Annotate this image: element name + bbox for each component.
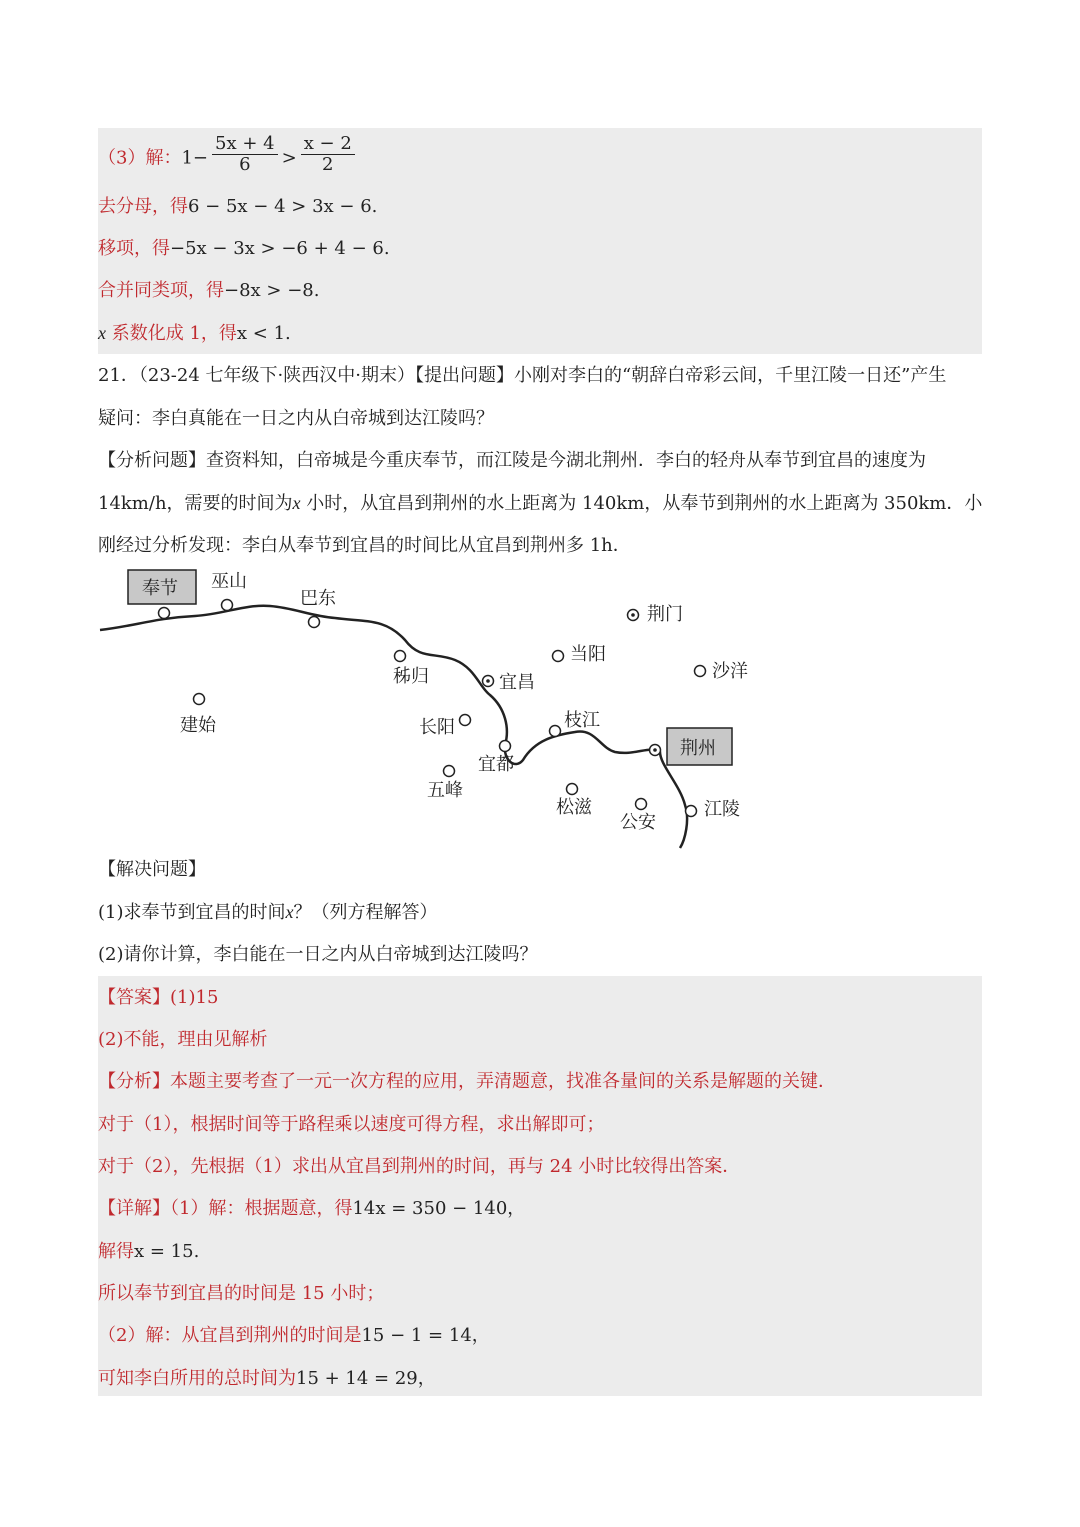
label-songzi: 松滋 xyxy=(556,797,592,818)
part3-step4 xyxy=(98,321,291,346)
step2-text: 移项，得 xyxy=(98,238,170,259)
marker-yichang-dot xyxy=(486,679,490,683)
period: . xyxy=(285,323,291,344)
marker-jingmen-dot xyxy=(631,613,635,617)
sub-question-1 xyxy=(98,900,438,925)
comma: ， xyxy=(471,1325,490,1346)
ineq-lhs: 1− xyxy=(181,147,208,169)
river-map xyxy=(95,560,795,860)
label-gongan: 公安 xyxy=(620,812,656,833)
detail-4-equation: 15 − 1 = 14 xyxy=(361,1325,472,1346)
q21-line1: 21．（23-24 七年级下·陕西汉中·期末）【提出问题】小刚对李白的“朝辞白帝彩云间，千里江陵一日还”产生 xyxy=(98,365,947,386)
label-dangyang: 当阳 xyxy=(570,644,606,665)
period: . xyxy=(383,238,390,259)
fraction-1-numerator: 5x + 4 xyxy=(212,134,278,155)
q21-line2: 疑问：李白真能在一日之内从白帝城到达江陵吗？ xyxy=(98,408,494,429)
q21-line3: 【分析问题】查资料知，白帝城是今重庆奉节，而江陵是今湖北荆州．李白的轻舟从奉节到宜昌的速度为 xyxy=(98,450,926,471)
label-changyang: 长阳 xyxy=(419,717,455,738)
q21-line5: 刚经过分析发现：李白从奉节到宜昌的时间比从宜昌到荆州多 1h． xyxy=(98,535,631,556)
step1-equation: 6 − 5x − 4 > 3x − 6 xyxy=(188,196,372,217)
detail-line-2 xyxy=(98,1240,199,1264)
detail-2-text: 解得 xyxy=(98,1241,134,1262)
marker-gongan xyxy=(636,799,647,810)
marker-jingzhou-dot xyxy=(653,748,657,752)
fraction-2-numerator: x − 2 xyxy=(301,134,355,155)
line4-a: 14km/h，需要的时间为 xyxy=(98,493,293,514)
marker-zigui xyxy=(395,651,406,662)
fraction-2 xyxy=(301,134,355,175)
step4-equation: x < 1 xyxy=(236,323,286,344)
step3-text: 合并同类项，得 xyxy=(98,280,224,301)
label-jianshi: 建始 xyxy=(180,715,216,736)
comma: ， xyxy=(507,1198,526,1219)
detail-2-equation: x = 15 xyxy=(134,1241,194,1262)
step4-text: 系数化成 1，得 xyxy=(106,323,237,344)
marker-yidu xyxy=(500,741,511,752)
greater-than: > xyxy=(281,147,297,169)
detail-line-5 xyxy=(98,1367,436,1391)
marker-badong xyxy=(309,617,320,628)
sub1-b: ？（列方程解答） xyxy=(293,902,438,923)
solve-header: 【解决问题】 xyxy=(98,859,206,880)
marker-changyang xyxy=(460,715,471,726)
sub1-a: (1)求奉节到宜昌的时间 xyxy=(98,902,286,923)
label-yidu: 宜都 xyxy=(478,754,514,775)
fraction-1 xyxy=(212,134,278,175)
marker-shayang xyxy=(695,666,706,677)
fraction-2-denominator: 2 xyxy=(322,154,334,175)
part3-label: （3）解： xyxy=(98,147,182,169)
step3-equation: −8x > −8 xyxy=(224,280,314,301)
answer-tag: 【答案】 xyxy=(98,987,170,1008)
step2-equation: −5x − 3x > −6 + 4 − 6 xyxy=(170,238,384,259)
period: . xyxy=(193,1241,200,1262)
marker-jiangling xyxy=(686,806,697,817)
detail-1-equation: 14x = 350 − 140 xyxy=(352,1198,508,1219)
part3-step1 xyxy=(98,195,377,219)
q21-line4 xyxy=(98,491,982,516)
detail-line-1 xyxy=(98,1197,525,1221)
label-jiangling: 江陵 xyxy=(704,799,740,820)
analysis-text: 本题主要考查了一元一次方程的应用，弄清题意，找准各量间的关系是解题的关键． xyxy=(170,1071,836,1092)
comma: ， xyxy=(417,1368,436,1389)
label-shayang: 沙洋 xyxy=(712,661,748,682)
analysis-1: 对于（1），根据时间等于路程乘以速度可得方程，求出解即可； xyxy=(98,1114,605,1135)
fraction-1-denominator: 6 xyxy=(239,154,251,175)
detail-line-4 xyxy=(98,1324,490,1348)
label-zhijiang: 枝江 xyxy=(564,710,600,731)
label-yichang: 宜昌 xyxy=(499,672,535,693)
label-fengjie: 奉节 xyxy=(142,578,178,599)
analysis-2: 对于（2），先根据（1）求出从宜昌到荆州的时间，再与 24 小时比较得出答案． xyxy=(98,1156,741,1177)
detail-4-text: （2）解：从宜昌到荆州的时间是 xyxy=(98,1325,362,1346)
marker-zhijiang xyxy=(550,726,561,737)
marker-wufeng xyxy=(444,766,455,777)
analysis-tag: 【分析】 xyxy=(98,1071,170,1092)
step1-text: 去分母，得 xyxy=(98,196,188,217)
detail-1-text: （1）解：根据题意，得 xyxy=(170,1198,353,1219)
marker-dangyang xyxy=(553,651,564,662)
marker-songzi xyxy=(567,784,578,795)
line4-b: 小时，从宜昌到荆州的水上距离为 140km，从奉节到荆州的水上距离为 350km．小 xyxy=(300,493,983,514)
answer-line-1 xyxy=(98,986,218,1010)
label-badong: 巴东 xyxy=(300,588,336,609)
marker-wushan xyxy=(222,600,233,611)
label-jingzhou: 荆州 xyxy=(680,738,716,759)
analysis-line xyxy=(98,1070,836,1094)
detail-5-text: 可知李白所用的总时间为 xyxy=(98,1368,296,1389)
detail-line-3: 所以奉节到宜昌的时间是 15 小时； xyxy=(98,1283,385,1304)
part3-step3 xyxy=(98,279,319,303)
line4-variable: x xyxy=(292,493,301,513)
step4-variable: x xyxy=(98,323,106,343)
part3-step2 xyxy=(98,237,390,261)
sub-question-2: (2)请你计算，李白能在一日之内从白帝城到达江陵吗？ xyxy=(98,944,538,965)
label-wushan: 巫山 xyxy=(211,571,247,592)
label-wufeng: 五峰 xyxy=(427,780,463,801)
period: . xyxy=(371,196,378,217)
detail-tag: 【详解】 xyxy=(98,1198,170,1219)
marker-jianshi xyxy=(194,694,205,705)
sub1-variable: x xyxy=(285,902,294,922)
answer-line-2: (2)不能，理由见解析 xyxy=(98,1029,268,1050)
label-zigui: 秭归 xyxy=(393,666,429,687)
detail-5-equation: 15 + 14 = 29 xyxy=(296,1368,418,1389)
label-jingmen: 荆门 xyxy=(647,604,683,625)
part3-problem xyxy=(98,133,359,179)
answer-1: (1)15 xyxy=(170,987,219,1008)
period: . xyxy=(313,280,320,301)
marker-fengjie xyxy=(159,608,170,619)
